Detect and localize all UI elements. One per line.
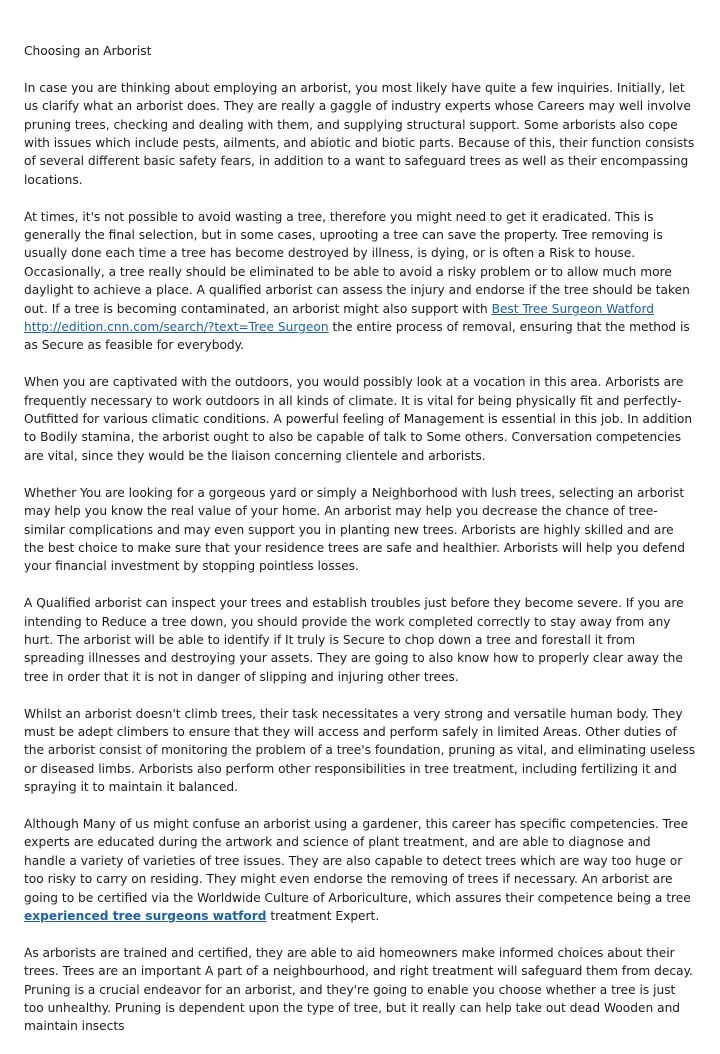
paragraph-2-text-after: the entire process of removal, ensuring that the method is as Secure as feasible for everybody. [24,320,690,353]
paragraph-4: Whether You are looking for a gorgeous yard or simply a Neighborhood with lush trees, selecting an arborist may help you know the real value of your home. An arborist may help you decrease the chance of tree-similar complications and may even support you in planting new trees. Arborists are highly skilled and are the best choice to make sure that your residence trees are safe and healthier. Arborists will help you defend your financial investment by stopping pointless losses. [24,485,685,574]
paragraph-3: When you are captivated with the outdoors, you would possibly look at a vocation in this area. Arborists are frequently necessary to work outdoors in all kinds of climate. It is vital for being physically fit and perfectly-Outfitted for various climatic conditions. A powerful feeling of Management is essential in this job. In addition to Bodily stamina, the arborist ought to also be capable of talk to Some others. Conversation competencies are vital, since they would be the liaison concerning clientele and arborists. [24,375,693,463]
paragraph-2 [24,208,696,355]
paragraph-8: As arborists are trained and certified, they are able to aid homeowners make informed choices about their trees. Trees are an important A part of a neighbourhood, and right treatment will safeguard them from decay. Pruning is a crucial endeavor for an arborist, and they're going to enable you choose whether a tree is just too unhealthy. Pruning is dependent upon the type of tree, but it really can help take out dead Wooden and maintain insects [24,945,693,1034]
paragraph-1: In case you are thinking about employing an arborist, you most likely have quite a few inquiries. Initially, let us clarify what an arborist does. They are really a gaggle of industry experts whose Careers may well involve pruning trees, checking and dealing with them, and supplying structural support. Some arborists also cope with issues which include pests, ailments, and abiotic and biotic parts. Because of this, their function consists of several different basic safety fears, in addition to a want to safeguard trees as well as their encompassing locations. [24,80,695,187]
document-body [24,42,696,1054]
paragraph-7-text-before: Although Many of us might confuse an arborist using a gardener, this career has specific competencies. Tree experts are educated during the artwork and science of plant treatment, and are able to diagnose and handle a variety of varieties of tree issues. They are also capable to detect trees which are way too huge or too risky to carry on residing. They might even endorse the removing of trees if necessary. An arborist are going to be certified via the Worldwide Culture of Arboriculture, which assures their competence being a tree [24,816,691,905]
paragraph-5: A Qualified arborist can inspect your trees and establish troubles just before they become severe. If you are intending to Reduce a tree down, you should provide the work completed correctly to stay away from any hurt. The arborist will be able to identify if It truly is Secure to chop down a tree and forestall it from spreading illnesses and destroying your assets. They are going to also know how to properly clear away the tree in order that it is not in danger of slipping and injuring other trees. [24,596,684,684]
paragraph-6: Whilst an arborist doesn't climb trees, their task necessitates a very strong and versatile human body. They must be adept climbers to ensure that they will access and perform safely in limited Areas. Other duties of the arborist consist of monitoring the problem of a tree's foundation, pruning as vital, and eliminating useless or diseased limbs. Arborists also perform other responsibilities in tree treatment, including fertilizing it and spraying it to maintain it balanced. [24,706,696,795]
document-title: Choosing an Arborist [24,44,152,58]
paragraph-7-text-after: treatment Expert. [266,908,380,923]
experienced-tree-surgeons-link[interactable]: experienced tree surgeons watford [24,908,267,923]
best-tree-surgeon-watford-link[interactable]: Best Tree Surgeon Watford [491,301,655,316]
cnn-search-link[interactable]: http://edition.cnn.com/search/?text=Tree Surgeon [24,320,329,335]
paragraph-2-text-before: At times, it's not possible to avoid wasting a tree, therefore you might need to get it eradicated. This is generally the final selection, but in some cases, uprooting a tree can save the property. Tree removing is usually done each time a tree has become destroyed by illness, is dying, or is often a Risk to house. Occasionally, a tree really should be eliminated to be able to avoid a risky problem or to allow much more daylight to achieve a place. A qualified arborist can assess the injury and endorse if the tree should be taken out. If a tree is becoming contaminated, an arborist might also support with [24,209,690,316]
paragraph-7 [24,815,696,925]
